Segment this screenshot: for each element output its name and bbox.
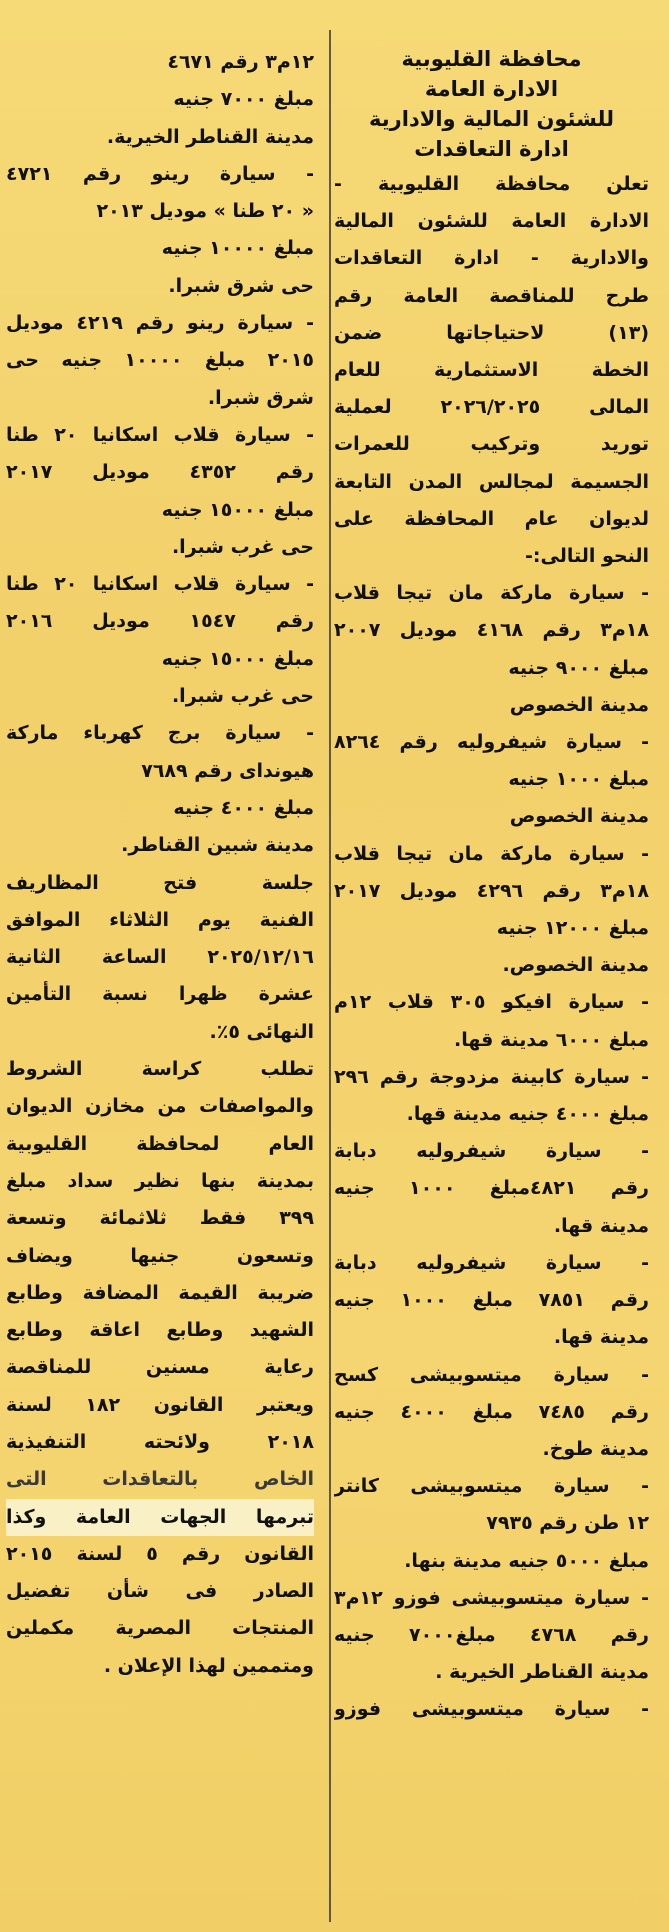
text-line: مدينة الخصوص. [502,954,649,977]
text-line: الشهيد وطابع اعاقة وطابع [6,1319,314,1342]
text-line: مبلغ ١٥٠٠٠ جنيه [161,498,314,521]
text-line: - سيارة قلاب اسكانيا ٢٠ طنا [6,423,314,446]
column-divider [329,30,331,1922]
text-line: الصادر فى شأن تفضيل [6,1580,314,1603]
text-line: رقم ٧٨٥١ مبلغ ١٠٠٠ جنيه [334,1289,649,1312]
heading-contracts-department: ادارة التعاقدات [414,137,569,161]
right-column [326,0,669,1932]
left-column [0,0,326,1932]
text-line: العام لمحافظة القليوبية [6,1132,314,1155]
text-line: - سيارة ميتسوبيشى كانتر [334,1475,649,1498]
text-line: ١٢ طن رقم ٧٩٣٥ [486,1512,649,1535]
text-line: الجسيمة لمجالس المدن التابعة [334,470,649,493]
text-line: مبلغ ١٥٠٠٠ جنيه [161,647,314,670]
text-line: والادارية - ادارة التعاقدات [334,247,649,270]
heading-general-administration: الادارة العامة [424,77,559,101]
text-line: مدينة القناطر الخيرية. [106,125,314,148]
text-line: ضريبة القيمة المضافة وطابع [6,1281,314,1304]
text-line: - سيارة شيفروليه دبابة [334,1251,649,1274]
text-line: رقم ٧٤٨٥ مبلغ ٤٠٠٠ جنيه [334,1400,649,1423]
text-line: رقم ٤٧٦٨ مبلغ٧٠٠٠ جنيه [334,1623,649,1646]
text-line: مبلغ ١٢٠٠٠ جنيه [496,917,649,940]
text-line: ٣٩٩ فقط ثلاثمائة وتسعة [6,1207,314,1230]
text-line: تطلب كراسة الشروط [6,1058,314,1081]
text-line: الخاص بالتعاقدات التى [6,1468,314,1491]
text-line: - سيارة برج كهرباء ماركة [6,722,314,745]
text-line: بمدينة بنها نظير سداد مبلغ [6,1169,314,1192]
text-line: مبلغ ١٠٠٠ جنيه [508,768,649,791]
text-line: مبلغ ٧٠٠٠ جنيه [173,88,314,111]
text-line: - سيارة ميتسوبيشى كسح [334,1363,649,1386]
text-line: - سيارة شيفروليه رقم ٨٢٦٤ [334,731,649,754]
text-line: مدينة قها. [553,1214,649,1237]
text-line: رقم ٤٨٢١مبلغ ١٠٠٠ جنيه [334,1177,649,1200]
text-line: النحو التالى:- [524,545,649,568]
text-line: جلسة فتح المظاريف [6,871,314,894]
text-line: مدينة قها. [553,1326,649,1349]
text-line: - سيارة ميتسوبيشى فوزو ١٢م٣ [334,1586,649,1609]
text-line: رقم ١٥٤٧ موديل ٢٠١٦ [6,610,314,633]
left-body-text [6,44,314,1685]
text-line: تبرمها الجهات العامة وكذا [6,1499,314,1536]
text-line: مدينة طوخ. [542,1437,649,1460]
text-line: عشرة ظهرا نسبة التأمين [6,983,314,1006]
heading-block [334,44,649,164]
text-line: - سيارة ماركة مان تيجا قلاب [334,582,649,605]
heading-financial-affairs: للشئون المالية والادارية [369,107,614,131]
text-line: توريد وتركيب للعمرات [334,433,649,456]
text-line: مدينة الخصوص [509,693,649,716]
text-line: مبلغ ١٠٠٠٠ جنيه [161,237,314,260]
text-line: تعلن محافظة القليوبية - [334,173,649,195]
text-line: هيونداى رقم ٧٦٨٩ [141,759,314,782]
text-line: ٢٠٢٥/١٢/١٦ الساعة الثانية [6,946,314,969]
text-line: « ٢٠ طنا » موديل ٢٠١٣ [96,200,314,223]
text-line: ٢٠١٨ ولائحته التنفيذية [6,1430,314,1453]
text-line: القانون رقم ٥ لسنة ٢٠١٥ [6,1542,314,1565]
text-line: مبلغ ٩٠٠٠ جنيه [508,656,649,679]
text-line: مبلغ ٥٠٠٠ جنيه مدينة بنها. [404,1549,649,1572]
text-line: لديوان عام المحافظة على [334,507,649,530]
text-line: حى غرب شبرا. [171,535,314,558]
text-line: حى غرب شبرا. [171,685,314,708]
text-line: مدينة الخصوص [509,805,649,828]
text-line: طرح للمناقصة العامة رقم [334,284,649,307]
text-line: حى شرق شبرا. [168,274,314,297]
text-line: المنتجات المصرية مكملين [6,1617,314,1640]
text-line: مبلغ ٤٠٠٠ جنيه [173,796,314,819]
right-body-text [334,166,649,1729]
text-line: - سيارة كابينة مزدوجة رقم ٢٩٦ [334,1065,649,1088]
text-line: المالى ٢٠٢٦/٢٠٢٥ لعملية [334,396,649,419]
text-line: - سيارة قلاب اسكانيا ٢٠ طنا [6,573,314,596]
text-line: - سيارة ماركة مان تيجا قلاب [334,842,649,865]
text-line: ١٢م٣ رقم ٤٦٧١ [167,51,314,73]
text-line: ويعتبر القانون ١٨٢ لسنة [6,1393,314,1416]
text-line: شرق شبرا. [207,386,314,409]
text-line: رقم ٤٣٥٢ موديل ٢٠١٧ [6,461,314,484]
text-line: - سيارة رينو رقم ٤٢١٩ موديل [6,312,314,335]
text-line: ١٨م٣ رقم ٤٢٩٦ موديل ٢٠١٧ [334,879,649,902]
text-line: ١٨م٣ رقم ٤١٦٨ موديل ٢٠٠٧ [334,619,649,642]
text-line: (١٣) لاحتياجاتها ضمن [334,321,649,344]
text-line: مدينة القناطر الخيرية . [435,1661,649,1684]
text-line: مبلغ ٦٠٠٠ مدينة قها. [454,1028,649,1051]
text-line: مبلغ ٤٠٠٠ جنيه مدينة قها. [406,1103,649,1126]
text-line: النهائى ٥٪. [209,1020,314,1043]
text-line: الخطة الاستثمارية للعام [334,359,649,382]
text-line: ٢٠١٥ مبلغ ١٠٠٠٠ جنيه حى [6,349,314,372]
text-line: الفنية يوم الثلاثاء الموافق [6,908,314,931]
text-line: ومتممين لهذا الإعلان . [103,1654,314,1677]
text-line: - سيارة شيفروليه دبابة [334,1140,649,1163]
text-line: - سيارة ميتسوبيشى فوزو [334,1698,649,1721]
text-line: - سيارة رينو رقم ٤٧٢١ [6,162,314,185]
text-line: رعاية مسنين للمناقصة [6,1356,314,1379]
heading-governorate: محافظة القليوبية [401,47,582,71]
text-line: مدينة شبين القناطر. [121,834,314,857]
text-line: وتسعون جنيها ويضاف [6,1244,314,1267]
text-line: الادارة العامة للشئون المالية [334,210,649,233]
text-line: - سيارة افيكو ٣٠٥ قلاب ١٢م [334,991,649,1014]
text-line: والمواصفات من مخازن الديوان [6,1095,314,1118]
